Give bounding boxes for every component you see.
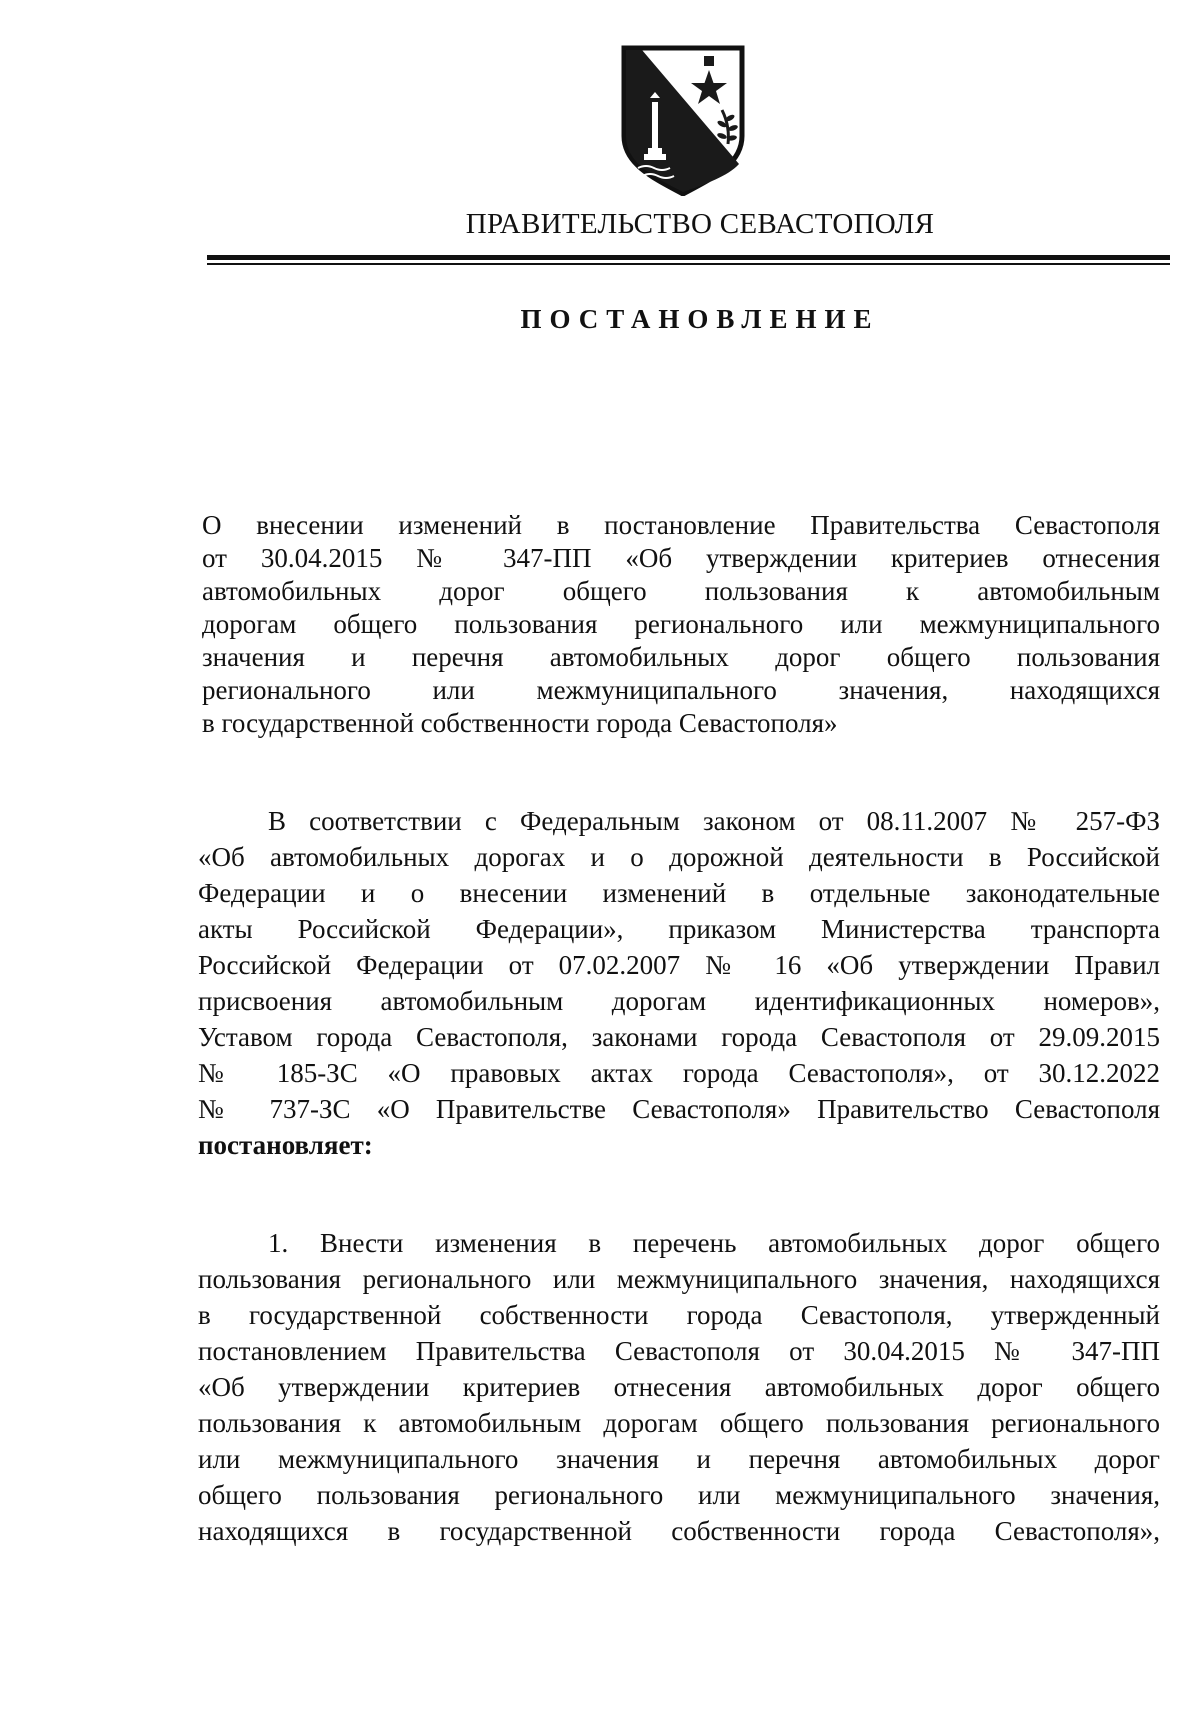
- item-1-line: пользования к автомобильным дорогам общего пользования регионального: [198, 1408, 1160, 1438]
- title-line: от 30.04.2015 № 347-ПП «Об утверждении критериев отнесения: [202, 543, 1160, 573]
- item-1-line: в государственной собственности города Севастополя, утвержденный: [198, 1300, 1160, 1330]
- preamble-line: Уставом города Севастополя, законами города Севастополя от 29.09.2015: [198, 1022, 1160, 1052]
- item-1-line: «Об утверждении критериев отнесения автомобильных дорог общего: [198, 1372, 1160, 1402]
- item-1-line: общего пользования регионального или межмуниципального значения,: [198, 1480, 1160, 1510]
- header-rule-thick: [207, 255, 1170, 260]
- preamble-line: Федерации и о внесении изменений в отдельные законодательные: [198, 878, 1160, 908]
- preamble-line: «Об автомобильных дорогах и о дорожной деятельности в Российской: [198, 842, 1160, 872]
- preamble-line: № 185-ЗС «О правовых актах города Севастополя», от 30.12.2022: [198, 1058, 1160, 1088]
- document-type-heading: ПОСТАНОВЛЕНИЕ: [520, 304, 880, 334]
- item-1-line: 1. Внести изменения в перечень автомобильных дорог общего: [268, 1228, 1160, 1258]
- preamble-line: присвоения автомобильным дорогам идентификационных номеров»,: [198, 986, 1160, 1016]
- title-line: значения и перечня автомобильных дорог общего пользования: [202, 642, 1160, 672]
- resolves-word: постановляет:: [198, 1130, 373, 1160]
- preamble-line: № 737-ЗС «О Правительстве Севастополя» Правительство Севастополя: [198, 1094, 1160, 1124]
- sevastopol-coat-of-arms-icon: [618, 44, 748, 196]
- item-1-paragraph: [198, 1225, 1160, 1549]
- item-1-line: постановлением Правительства Севастополя от 30.04.2015 № 347-ПП: [198, 1336, 1160, 1366]
- title-line: дорогам общего пользования регионального или межмуниципального: [202, 609, 1160, 639]
- item-1-line: находящихся в государственной собственности города Севастополя»,: [198, 1516, 1160, 1546]
- preamble-line: акты Российской Федерации», приказом Министерства транспорта: [198, 914, 1160, 944]
- document-title: [202, 509, 1160, 740]
- title-line: О внесении изменений в постановление Правительства Севастополя: [202, 510, 1160, 540]
- item-1-line: пользования регионального или межмуниципального значения, находящихся: [198, 1264, 1160, 1294]
- title-line: автомобильных дорог общего пользования к автомобильным: [202, 576, 1160, 606]
- preamble-paragraph: [198, 803, 1160, 1163]
- item-1-line: или межмуниципального значения и перечня автомобильных дорог: [198, 1444, 1160, 1474]
- title-line: регионального или межмуниципального значения, находящихся: [202, 675, 1160, 705]
- header-rule-thin: [207, 263, 1170, 265]
- preamble-line: Российской Федерации от 07.02.2007 № 16 «Об утверждении Правил: [198, 950, 1160, 980]
- preamble-line: В соответствии с Федеральным законом от 08.11.2007 № 257-ФЗ: [268, 806, 1160, 836]
- organization-name: ПРАВИТЕЛЬСТВО СЕВАСТОПОЛЯ: [465, 208, 935, 240]
- title-line: в государственной собственности города Севастополя»: [202, 708, 838, 738]
